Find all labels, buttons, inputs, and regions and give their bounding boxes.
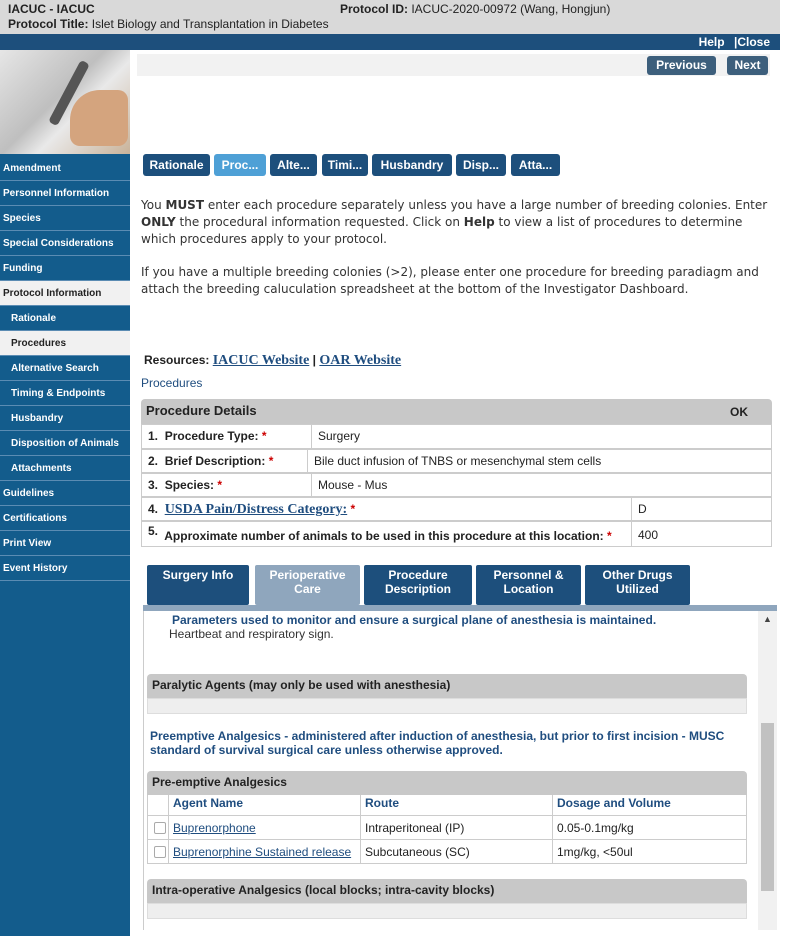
- sidebar-item-husbandry[interactable]: Husbandry: [0, 406, 130, 431]
- agent-link[interactable]: Buprenorphone: [173, 821, 256, 835]
- sidebar-item-amendment[interactable]: Amendment: [0, 156, 130, 181]
- sidebar-item-attachments[interactable]: Attachments: [0, 456, 130, 481]
- sidebar-item-funding[interactable]: Funding: [0, 256, 130, 281]
- sidebar-item-special-considerations[interactable]: Special Considerations: [0, 231, 130, 256]
- separator: |: [733, 35, 738, 49]
- sidebar-item-species[interactable]: Species: [0, 206, 130, 231]
- subtab-procedure-description[interactable]: Procedure Description: [364, 565, 472, 605]
- protocol-id: Protocol ID: IACUC-2020-00972 (Wang, Hongjun): [340, 2, 611, 16]
- resources: Resources: IACUC Website | OAR Website: [144, 353, 402, 368]
- sidebar-item-procedures[interactable]: Procedures: [0, 331, 130, 356]
- preemptive-analgesics-header: Pre-emptive Analgesics: [147, 771, 747, 795]
- col-dosage: Dosage and Volume: [552, 795, 746, 815]
- paralytic-agents-body: [147, 698, 747, 714]
- help-link[interactable]: Help: [698, 35, 725, 49]
- ok-button[interactable]: OK: [730, 405, 748, 419]
- field-species: 3. Species: * Mouse - Mus: [141, 473, 772, 497]
- row-checkbox[interactable]: [154, 846, 166, 858]
- dosage-cell: 0.05-0.1mg/kg: [552, 816, 746, 839]
- sidebar-item-personnel-information[interactable]: Personnel Information: [0, 181, 130, 206]
- scroll-up-arrow-icon[interactable]: ▲: [763, 614, 772, 624]
- tab-husbandry[interactable]: Husbandry: [372, 154, 452, 176]
- col-agent-name: Agent Name: [168, 795, 360, 815]
- sidebar: [0, 50, 130, 936]
- sidebar-item-event-history[interactable]: Event History: [0, 556, 130, 581]
- usda-category-link[interactable]: USDA Pain/Distress Category:: [164, 502, 348, 517]
- tab-attachments[interactable]: Atta...: [511, 154, 560, 176]
- sidebar-nav: [0, 156, 130, 581]
- table-row: [147, 816, 747, 840]
- next-button[interactable]: Next: [727, 56, 768, 75]
- field-procedure-type: 1. Procedure Type: * Surgery: [141, 424, 772, 449]
- subtab-other-drugs[interactable]: Other Drugs Utilized: [585, 565, 690, 605]
- protocol-header: [0, 0, 780, 34]
- procedures-label: Procedures: [141, 376, 203, 390]
- preemptive-analgesics-table: [147, 795, 747, 864]
- scroll-thumb[interactable]: [761, 723, 774, 891]
- sidebar-item-guidelines[interactable]: Guidelines: [0, 481, 130, 506]
- subtab-personnel-location[interactable]: Personnel & Location: [476, 565, 581, 605]
- sidebar-item-timing-endpoints[interactable]: Timing & Endpoints: [0, 381, 130, 406]
- anesthesia-value: Heartbeat and respiratory sign.: [169, 627, 334, 641]
- dosage-cell: 1mg/kg, <50ul: [552, 840, 746, 863]
- previous-button[interactable]: Previous: [647, 56, 716, 75]
- close-link[interactable]: Close: [737, 35, 770, 49]
- app-title: IACUC - IACUC: [8, 2, 95, 16]
- procedure-details-header: Procedure Details OK: [141, 399, 772, 424]
- table-row: [147, 840, 747, 864]
- route-cell: Subcutaneous (SC): [360, 840, 552, 863]
- tab-alternative-search[interactable]: Alte...: [270, 154, 317, 176]
- sidebar-item-alternative-search[interactable]: Alternative Search: [0, 356, 130, 381]
- paralytic-agents-header: Paralytic Agents (may only be used with anesthesia): [147, 674, 747, 698]
- intraop-analgesics-header: Intra-operative Analgesics (local blocks; intra-cavity blocks): [147, 879, 747, 903]
- field-animal-count: 5. Approximate number of animals to be used in this procedure at this location: * 400: [141, 521, 772, 547]
- preemptive-note: Preemptive Analgesics - administered after induction of anesthesia, but prior to first incision - MUSC standard of survival surgical care unless otherwise approved.: [150, 729, 725, 757]
- field-brief-description: 2. Brief Description: * Bile duct infusion of TNBS or mesenchymal stem cells: [141, 449, 772, 473]
- subtab-surgery-info[interactable]: Surgery Info: [147, 565, 249, 605]
- sidebar-item-disposition-of-animals[interactable]: Disposition of Animals: [0, 431, 130, 456]
- sidebar-item-protocol-information[interactable]: Protocol Information: [0, 281, 130, 306]
- oar-website-link[interactable]: OAR Website: [319, 353, 402, 368]
- sidebar-item-certifications[interactable]: Certifications: [0, 506, 130, 531]
- instructions-paragraph-1: You MUST enter each procedure separately unless you have a large number of breeding colonies. Enter ONLY the procedural information requested. Click on Help to view a list of procedures to determine which procedures apply to your protocol.: [141, 198, 768, 246]
- route-cell: Intraperitoneal (IP): [360, 816, 552, 839]
- anesthesia-heading: Parameters used to monitor and ensure a surgical plane of anesthesia is maintained.: [172, 613, 657, 627]
- top-bar: [0, 34, 780, 50]
- instructions-paragraph-2: If you have a multiple breeding colonies (>2), please enter one procedure for breeding paradiagm and attach the breeding caluculation spreadsheet at the bottom of the Investigator Dashboard.: [141, 265, 759, 296]
- agent-link[interactable]: Buprenorphine Sustained release: [173, 845, 352, 859]
- sidebar-item-print-view[interactable]: Print View: [0, 531, 130, 556]
- intraop-analgesics-body: [147, 903, 747, 919]
- row-checkbox[interactable]: [154, 822, 166, 834]
- header-photo: [0, 50, 130, 154]
- field-usda-category: 4. USDA Pain/Distress Category: * D: [141, 497, 772, 521]
- panel-scrollbar[interactable]: [758, 611, 777, 930]
- tab-procedures[interactable]: Proc...: [214, 154, 266, 176]
- iacuc-website-link[interactable]: IACUC Website: [212, 353, 310, 368]
- tab-disposition[interactable]: Disp...: [456, 154, 506, 176]
- table-header-row: [147, 795, 747, 816]
- col-route: Route: [360, 795, 552, 815]
- protocol-title: Protocol Title: Islet Biology and Transplantation in Diabetes: [8, 17, 329, 31]
- subtab-perioperative-care[interactable]: Perioperative Care: [255, 565, 360, 605]
- sidebar-item-rationale[interactable]: Rationale: [0, 306, 130, 331]
- tab-timing[interactable]: Timi...: [322, 154, 368, 176]
- tab-rationale[interactable]: Rationale: [143, 154, 210, 176]
